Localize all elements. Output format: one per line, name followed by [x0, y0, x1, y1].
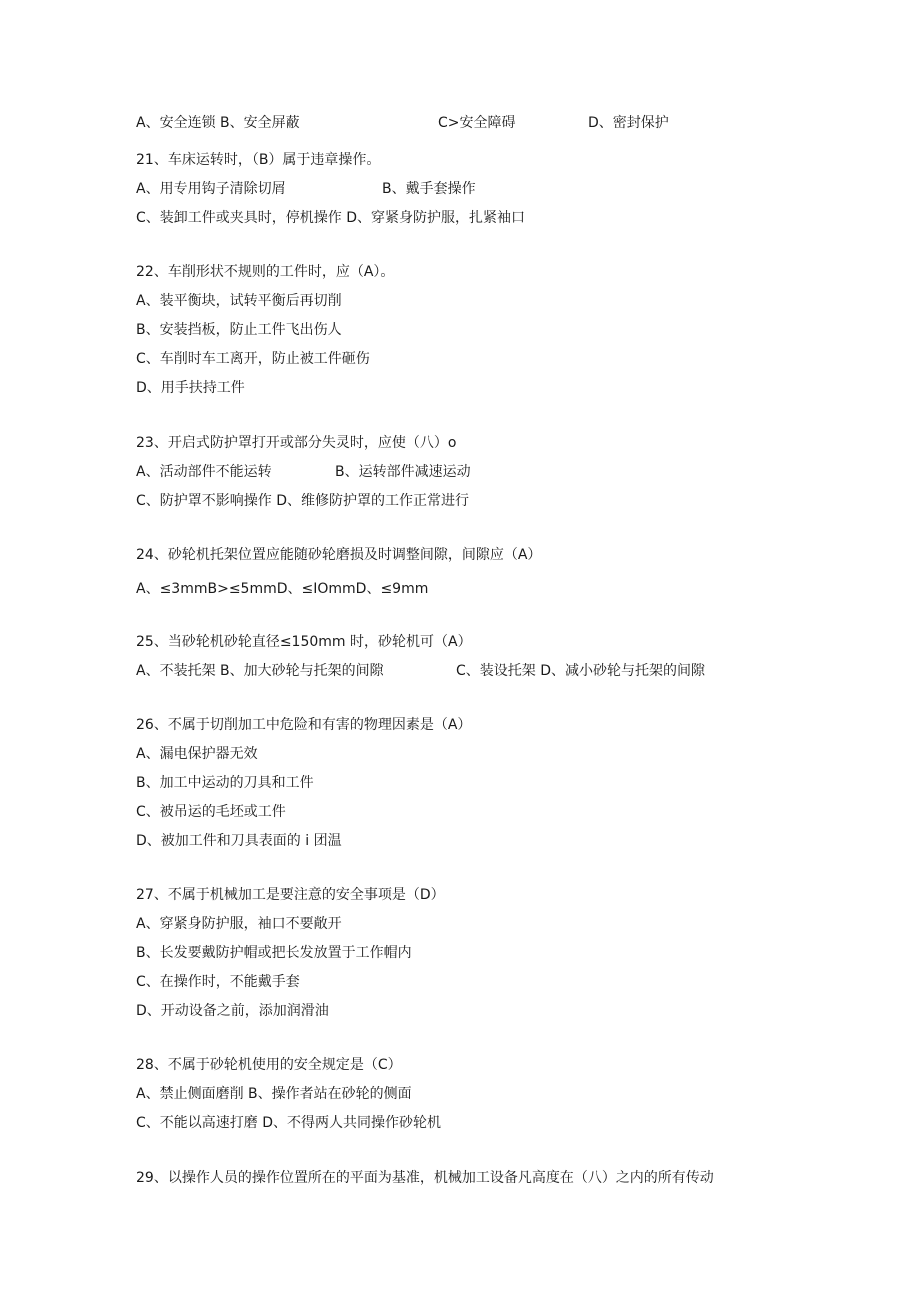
q21-question: 21、车床运转时，（B）属于违章操作。 [136, 152, 381, 168]
q25-question: 25、当砂轮机砂轮直径≤150mm 时，砂轮机可（A） [136, 634, 472, 650]
q26-option-b: B、加工中运动的刀具和工件 [136, 775, 314, 791]
q21-options-cd: C、装卸工件或夹具时，停机操作 D、穿紧身防护服，扎紧袖口 [136, 210, 526, 226]
q22-option-d: D、用手扶持工件 [136, 380, 245, 396]
q29-question: 29、以操作人员的操作位置所在的平面为基准，机械加工设备凡高度在（八）之内的所有传动 [136, 1170, 714, 1186]
q28-options-cd: C、不能以高速打磨 D、不得两人共同操作砂轮机 [136, 1115, 442, 1131]
q25-options-ab: A、不装托架 B、加大砂轮与托架的间隙 [136, 663, 384, 679]
q27-option-c: C、在操作时，不能戴手套 [136, 974, 300, 990]
q21-option-a: A、用专用钩子清除切屑 [136, 181, 286, 197]
q23-option-b: B、运转部件减速运动 [335, 464, 471, 480]
q25-options-cd: C、装设托架 D、减小砂轮与托架的间隙 [456, 663, 706, 679]
q22-question: 22、车削形状不规则的工件时，应（A）。 [136, 264, 395, 280]
q22-option-a: A、装平衡块，试转平衡后再切削 [136, 293, 342, 309]
q26-option-c: C、被吊运的毛坯或工件 [136, 804, 286, 820]
q28-options-ab: A、禁止侧面磨削 B、操作者站在砂轮的侧面 [136, 1086, 412, 1102]
q22-option-c: C、车削时车工离开，防止被工件砸伤 [136, 351, 370, 367]
q20-option-ab: A、安全连锁 B、安全屏蔽 [136, 115, 300, 131]
q24-options: A、≤3mmB>≤5mmD、≤IOmmD、≤9mm [136, 581, 429, 597]
q23-options-cd: C、防护罩不影响操作 D、维修防护罩的工作正常进行 [136, 493, 470, 509]
q27-option-d: D、开动设备之前，添加润滑油 [136, 1003, 329, 1019]
q26-question: 26、不属于切削加工中危险和有害的物理因素是（A） [136, 717, 472, 733]
q20-option-c: C>安全障碍 [438, 115, 516, 131]
q26-option-d: D、被加工件和刀具表面的 i 团温 [136, 833, 342, 849]
q27-option-b: B、长发要戴防护帽或把长发放置于工作帽内 [136, 945, 412, 961]
q23-question: 23、开启式防护罩打开或部分失灵时，应使（八）o [136, 435, 457, 451]
q24-question: 24、砂轮机托架位置应能随砂轮磨损及时调整间隙，间隙应（A） [136, 547, 542, 563]
q28-question: 28、不属于砂轮机使用的安全规定是（C） [136, 1057, 402, 1073]
q27-option-a: A、穿紧身防护服，袖口不要敞开 [136, 916, 342, 932]
q22-option-b: B、安装挡板，防止工件飞出伤人 [136, 322, 342, 338]
q20-option-d: D、密封保护 [588, 115, 669, 131]
q23-option-a: A、活动部件不能运转 [136, 464, 272, 480]
q21-option-b: B、戴手套操作 [382, 181, 476, 197]
q27-question: 27、不属于机械加工是要注意的安全事项是（D） [136, 887, 445, 903]
q26-option-a: A、漏电保护器无效 [136, 746, 258, 762]
